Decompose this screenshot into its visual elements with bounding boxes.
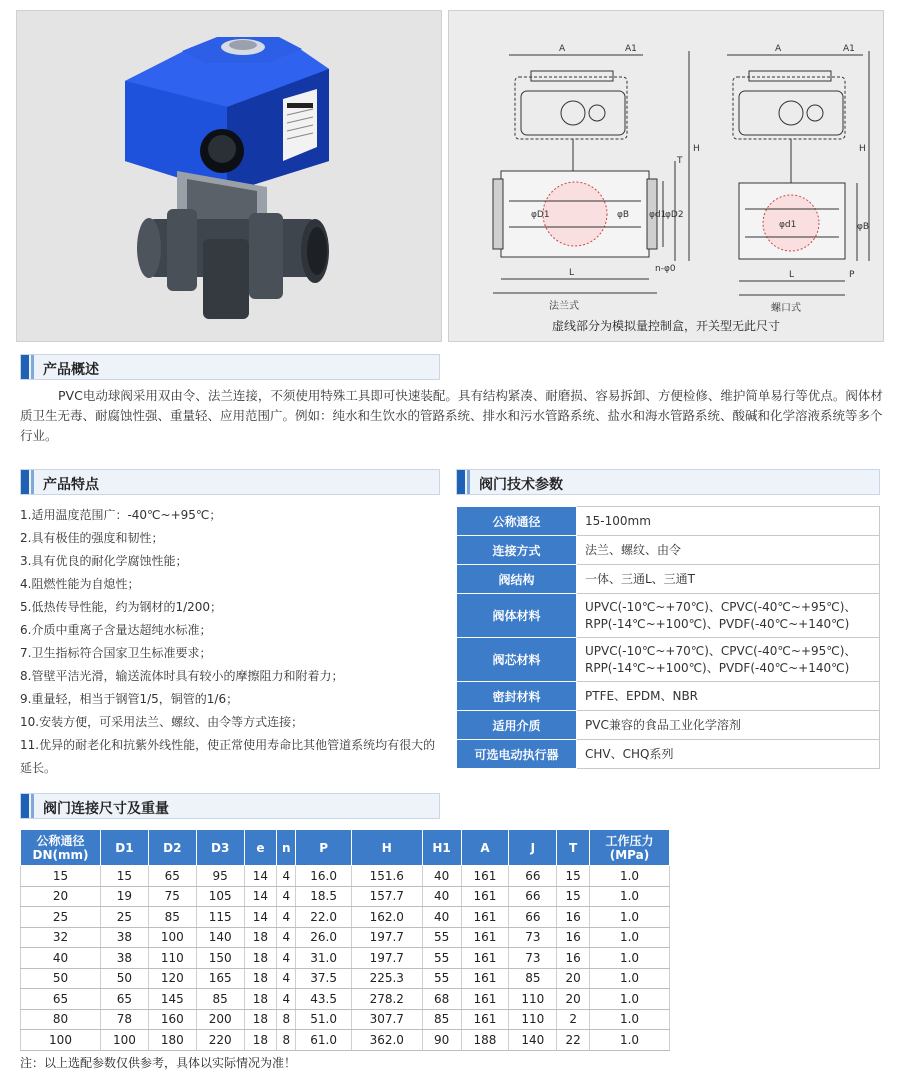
table-cell: 55: [422, 927, 461, 948]
table-cell: 200: [196, 1009, 244, 1030]
table-cell: 161: [461, 968, 509, 989]
overview-text: PVC电动球阀采用双由令、法兰连接，不须使用特殊工具即可快速装配。具有结构紧凑、耐磨损、容易拆卸、方便检修、维护简单易行等优点。阀体材质卫生无毒、耐腐蚀性强、重量轻、应用范围广。例如：纯水和生饮水的管路系统、排水和污水管路系统、盐水和海水管路系统、酸碱和化学溶液系统等多个行业。: [20, 388, 883, 443]
svg-text:φD1: φD1: [531, 210, 550, 220]
table-cell: 16: [557, 948, 590, 969]
table-cell: 1.0: [590, 1030, 670, 1051]
table-row: [21, 927, 670, 948]
param-key: 适用介质: [457, 711, 577, 740]
param-key: 阀体材料: [457, 594, 577, 638]
table-cell: 66: [509, 886, 557, 907]
table-cell: 16: [557, 907, 590, 928]
param-value: 法兰、螺纹、由令: [577, 536, 880, 565]
table-cell: 55: [422, 968, 461, 989]
table-cell: 18: [244, 1009, 277, 1030]
svg-text:φD2: φD2: [665, 210, 684, 220]
params-table: [456, 506, 880, 769]
feature-item: 11.优异的耐老化和抗紫外线性能，使正常使用寿命比其他管道系统均有很大的延长。: [20, 738, 436, 775]
table-cell: 161: [461, 907, 509, 928]
column-header: 工作压力 (MPa): [590, 830, 670, 866]
table-cell: 278.2: [351, 989, 422, 1010]
table-cell: 4: [277, 948, 296, 969]
table-cell: 8: [277, 1009, 296, 1030]
table-cell: 145: [148, 989, 196, 1010]
table-cell: 140: [509, 1030, 557, 1051]
table-cell: 4: [277, 907, 296, 928]
table-cell: 15: [101, 866, 149, 887]
table-row: [21, 1009, 670, 1030]
feature-item: 5.低热传导性能，约为钢材的1/200；: [20, 600, 223, 614]
table-cell: 40: [422, 866, 461, 887]
column-header: D3: [196, 830, 244, 866]
svg-text:A1: A1: [843, 44, 855, 54]
svg-text:H: H: [693, 144, 700, 154]
table-cell: 188: [461, 1030, 509, 1051]
table-cell: 22: [557, 1030, 590, 1051]
params-header: [456, 469, 880, 495]
table-cell: 32: [21, 927, 101, 948]
table-cell: 65: [21, 989, 101, 1010]
table-cell: 1.0: [590, 968, 670, 989]
table-cell: 161: [461, 927, 509, 948]
table-cell: 66: [509, 866, 557, 887]
table-cell: 95: [196, 866, 244, 887]
params-row: [457, 507, 880, 536]
svg-text:A: A: [559, 44, 566, 54]
header-accent-bar: [457, 470, 465, 494]
header-accent-bar-light: [31, 470, 34, 494]
table-cell: 225.3: [351, 968, 422, 989]
column-header: D2: [148, 830, 196, 866]
table-cell: 307.7: [351, 1009, 422, 1030]
features-header: [20, 469, 440, 495]
table-cell: 31.0: [296, 948, 352, 969]
table-row: [21, 886, 670, 907]
table-cell: 85: [196, 989, 244, 1010]
params-row: [457, 711, 880, 740]
params-row: [457, 682, 880, 711]
dimensions-body: [21, 866, 670, 1051]
params-row: [457, 565, 880, 594]
param-value: UPVC(-10℃~+70℃)、CPVC(-40℃~+95℃)、RPP(-14℃~+100℃)、PVDF(-40℃~+140℃): [577, 594, 880, 638]
feature-item: 9.重量轻，相当于钢管1/5，铜管的1/6；: [20, 692, 239, 706]
table-cell: 38: [101, 948, 149, 969]
table-cell: 161: [461, 886, 509, 907]
table-cell: 20: [21, 886, 101, 907]
column-header: 公称通径 DN(mm): [21, 830, 101, 866]
table-cell: 78: [101, 1009, 149, 1030]
table-row: [21, 1030, 670, 1051]
table-cell: 150: [196, 948, 244, 969]
flange-view-label: 法兰式: [549, 301, 579, 312]
table-cell: 110: [509, 1009, 557, 1030]
table-cell: 26.0: [296, 927, 352, 948]
param-value: 一体、三通L、三通T: [577, 565, 880, 594]
table-cell: 1.0: [590, 989, 670, 1010]
feature-item: 3.具有优良的耐化学腐蚀性能；: [20, 554, 188, 568]
column-header: J: [509, 830, 557, 866]
table-row: [21, 948, 670, 969]
feature-item: 6.介质中重离子含量达超纯水标准；: [20, 623, 212, 637]
params-row: [457, 740, 880, 769]
params-row: [457, 638, 880, 682]
svg-text:n-φ0: n-φ0: [655, 264, 676, 274]
table-cell: 20: [557, 968, 590, 989]
column-header: D1: [101, 830, 149, 866]
table-cell: 25: [101, 907, 149, 928]
table-cell: 4: [277, 866, 296, 887]
table-cell: 65: [101, 989, 149, 1010]
table-cell: 85: [422, 1009, 461, 1030]
table-cell: 51.0: [296, 1009, 352, 1030]
header-accent-bar-light: [31, 355, 34, 379]
table-row: [21, 968, 670, 989]
svg-text:φB: φB: [617, 210, 630, 220]
table-cell: 162.0: [351, 907, 422, 928]
thread-view-label: 螺口式: [771, 303, 801, 314]
param-value: UPVC(-10℃~+70℃)、CPVC(-40℃~+95℃)、RPP(-14℃~+100℃)、PVDF(-40℃~+140℃): [577, 638, 880, 682]
table-cell: 85: [509, 968, 557, 989]
table-cell: 157.7: [351, 886, 422, 907]
param-key: 密封材料: [457, 682, 577, 711]
table-cell: 73: [509, 927, 557, 948]
table-cell: 85: [148, 907, 196, 928]
svg-text:φB: φB: [857, 222, 870, 232]
param-value: PVC兼容的食品工业化学溶剂: [577, 711, 880, 740]
header-accent-bar-light: [31, 794, 34, 818]
table-cell: 115: [196, 907, 244, 928]
table-cell: 100: [21, 1030, 101, 1051]
dimensions-table: [20, 829, 670, 1051]
table-cell: 151.6: [351, 866, 422, 887]
table-cell: 14: [244, 866, 277, 887]
table-cell: 19: [101, 886, 149, 907]
table-cell: 140: [196, 927, 244, 948]
table-cell: 18.5: [296, 886, 352, 907]
table-cell: 80: [21, 1009, 101, 1030]
column-header: P: [296, 830, 352, 866]
table-cell: 18: [244, 1030, 277, 1051]
table-cell: 16: [557, 927, 590, 948]
table-cell: 65: [148, 866, 196, 887]
column-header: e: [244, 830, 277, 866]
table-cell: 43.5: [296, 989, 352, 1010]
table-cell: 2: [557, 1009, 590, 1030]
table-cell: 161: [461, 948, 509, 969]
feature-item: 1.适用温度范围广：-40℃~+95℃；: [20, 508, 222, 522]
table-cell: 100: [101, 1030, 149, 1051]
dimensions-header-row: [21, 830, 670, 866]
table-cell: 15: [557, 886, 590, 907]
table-cell: 110: [148, 948, 196, 969]
column-header: n: [277, 830, 296, 866]
product-photo: [16, 10, 442, 342]
table-cell: 197.7: [351, 927, 422, 948]
table-cell: 50: [21, 968, 101, 989]
param-key: 阀结构: [457, 565, 577, 594]
table-cell: 1.0: [590, 948, 670, 969]
table-cell: 18: [244, 948, 277, 969]
table-cell: 73: [509, 948, 557, 969]
svg-text:T: T: [677, 156, 683, 166]
table-cell: 50: [101, 968, 149, 989]
table-cell: 66: [509, 907, 557, 928]
table-cell: 4: [277, 886, 296, 907]
svg-text:H: H: [859, 144, 866, 154]
table-row: [21, 907, 670, 928]
column-header: H: [351, 830, 422, 866]
table-row: [21, 989, 670, 1010]
svg-text:P: P: [849, 270, 855, 280]
svg-text:A1: A1: [625, 44, 637, 54]
dimensions-title: 阀门连接尺寸及重量: [43, 801, 169, 817]
table-cell: 75: [148, 886, 196, 907]
svg-text:φd1: φd1: [649, 210, 667, 220]
table-cell: 197.7: [351, 948, 422, 969]
table-cell: 14: [244, 907, 277, 928]
table-cell: 1.0: [590, 1009, 670, 1030]
table-cell: 16.0: [296, 866, 352, 887]
header-accent-bar-light: [467, 470, 470, 494]
table-cell: 161: [461, 989, 509, 1010]
table-cell: 68: [422, 989, 461, 1010]
column-header: A: [461, 830, 509, 866]
table-cell: 18: [244, 927, 277, 948]
table-cell: 362.0: [351, 1030, 422, 1051]
features-title: 产品特点: [43, 477, 99, 493]
drawing-caption: 虚线部分为模拟量控制盒，开关型无此尺寸: [551, 319, 780, 333]
table-cell: 40: [422, 907, 461, 928]
table-cell: 4: [277, 968, 296, 989]
table-cell: 18: [244, 989, 277, 1010]
table-cell: 25: [21, 907, 101, 928]
table-cell: 8: [277, 1030, 296, 1051]
table-cell: 40: [422, 886, 461, 907]
table-cell: 161: [461, 866, 509, 887]
param-key: 连接方式: [457, 536, 577, 565]
svg-text:L: L: [569, 268, 575, 278]
param-key: 可选电动执行器: [457, 740, 577, 769]
feature-item: 4.阻燃性能为自熄性；: [20, 577, 140, 591]
features-list: [20, 504, 440, 780]
table-cell: 14: [244, 886, 277, 907]
param-value: 15-100mm: [577, 507, 880, 536]
param-key: 阀芯材料: [457, 638, 577, 682]
table-cell: 90: [422, 1030, 461, 1051]
feature-item: 2.具有极佳的强度和韧性；: [20, 531, 164, 545]
top-images: [16, 10, 884, 342]
svg-text:A: A: [775, 44, 782, 54]
footnote: 注：以上选配参数仅供参考，具体以实际情况为准！: [20, 1056, 297, 1070]
header-accent-bar: [21, 355, 29, 379]
table-cell: 40: [21, 948, 101, 969]
feature-item: 8.管壁平洁光滑，输送流体时具有较小的摩擦阻力和附着力；: [20, 669, 344, 683]
table-cell: 4: [277, 989, 296, 1010]
column-header: H1: [422, 830, 461, 866]
table-cell: 160: [148, 1009, 196, 1030]
svg-text:φd1: φd1: [779, 220, 797, 230]
table-cell: 15: [557, 866, 590, 887]
column-header: T: [557, 830, 590, 866]
params-title: 阀门技术参数: [479, 477, 563, 493]
table-cell: 110: [509, 989, 557, 1010]
dimensions-header: [20, 793, 440, 819]
table-cell: 180: [148, 1030, 196, 1051]
feature-item: 7.卫生指标符合国家卫生标准要求；: [20, 646, 212, 660]
table-cell: 55: [422, 948, 461, 969]
table-cell: 1.0: [590, 927, 670, 948]
table-cell: 15: [21, 866, 101, 887]
table-cell: 100: [148, 927, 196, 948]
table-cell: 161: [461, 1009, 509, 1030]
header-accent-bar: [21, 470, 29, 494]
table-cell: 61.0: [296, 1030, 352, 1051]
params-row: [457, 536, 880, 565]
overview-header: [20, 354, 440, 380]
param-key: 公称通径: [457, 507, 577, 536]
param-value: PTFE、EPDM、NBR: [577, 682, 880, 711]
technical-drawing: [448, 10, 884, 342]
table-cell: 37.5: [296, 968, 352, 989]
table-cell: 105: [196, 886, 244, 907]
table-cell: 1.0: [590, 886, 670, 907]
svg-text:L: L: [789, 270, 795, 280]
param-value: CHV、CHQ系列: [577, 740, 880, 769]
table-cell: 20: [557, 989, 590, 1010]
feature-item: 10.安装方便，可采用法兰、螺纹、由令等方式连接；: [20, 715, 304, 729]
header-accent-bar: [21, 794, 29, 818]
overview-title: 产品概述: [43, 362, 99, 378]
table-cell: 1.0: [590, 907, 670, 928]
params-row: [457, 594, 880, 638]
table-cell: 22.0: [296, 907, 352, 928]
table-cell: 4: [277, 927, 296, 948]
table-row: [21, 866, 670, 887]
table-cell: 1.0: [590, 866, 670, 887]
table-cell: 165: [196, 968, 244, 989]
table-cell: 38: [101, 927, 149, 948]
table-cell: 18: [244, 968, 277, 989]
table-cell: 120: [148, 968, 196, 989]
table-cell: 220: [196, 1030, 244, 1051]
